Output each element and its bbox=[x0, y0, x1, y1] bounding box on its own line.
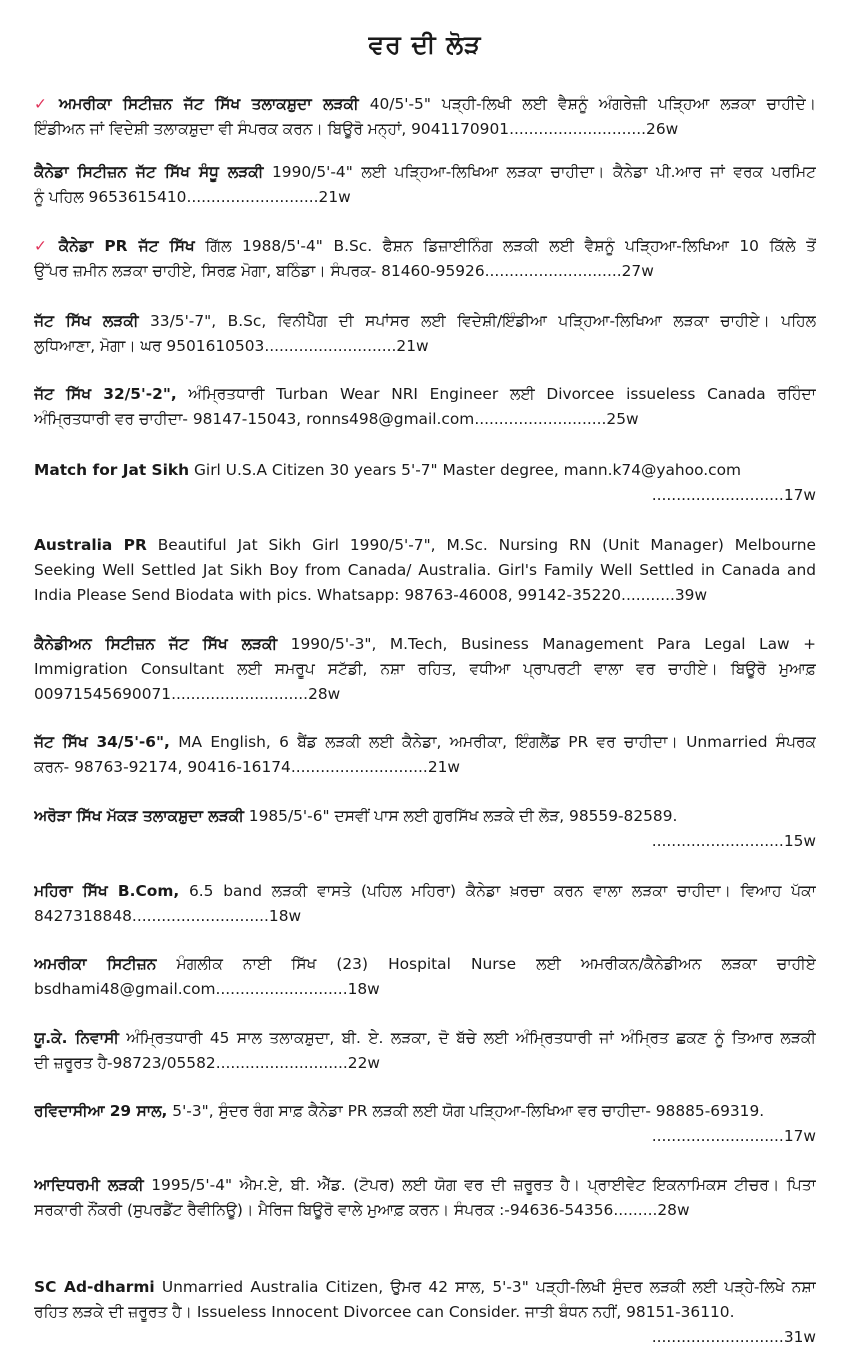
ad-code: ...........................31w bbox=[651, 1328, 816, 1346]
ad-heading: Match for Jat Sikh bbox=[34, 461, 190, 479]
list-item: ਯੂ.ਕੇ. ਨਿਵਾਸੀ ਅੰਮ੍ਰਿਤਧਾਰੀ 45 ਸਾਲ ਤਲਾਕਸ਼ੁਦਾ, ਬੀ. ਏ. ਲੜਕਾ, ਦੋ ਬੱਚੇ ਲਈ ਅੰਮ੍ਰਿਤਧਾਰੀ ਜਾਂ ਅੰਮ੍ਰਿਤ ਛਕਣ ਨੂੰ ਤਿਆਰ ਲੜਕੀ ਦੀ ਜ਼ਰੂਰਤ ਹੈ-98723/05582...........................22w bbox=[34, 1029, 816, 1072]
ad-heading: Australia PR bbox=[34, 536, 147, 554]
ad-heading: ਅਰੋੜਾ ਸਿੱਖ ਮੱਕੜ ਤਲਾਕਸ਼ੁਦਾ ਲੜਕੀ bbox=[34, 807, 244, 825]
list-item: ਮਹਿਰਾ ਸਿੱਖ B.Com, 6.5 band ਲੜਕੀ ਵਾਸਤੇ (ਪਹਿਲ ਮਹਿਰਾ) ਕੈਨੇਡਾ ਖ਼ਰਚਾ ਕਰਨ ਵਾਲਾ ਲੜਕਾ ਚਾਹੀਦਾ। ਵਿਆਹ ਪੱਕਾ 8427318848............................18w bbox=[34, 882, 816, 925]
ad-code: ...........................18w bbox=[136, 907, 302, 925]
ad-heading: ਆਦਿਧਰਮੀ ਲੜਕੀ bbox=[34, 1176, 144, 1194]
ad-code: ........28w bbox=[618, 1201, 690, 1219]
ad-heading: ਜੱਟ ਸਿੱਖ 32/5'-2", bbox=[34, 385, 177, 403]
list-item: ਜੱਟ ਸਿੱਖ ਲੜਕੀ 33/5'-7", B.Sc, ਵਿਨੀਪੈੱਗ ਦੀ ਸਪਾਂਸਰ ਲਈ ਵਿਦੇਸ਼ੀ/ਇੰਡੀਆ ਪੜ੍ਹਿਆ-ਲਿਖਿਆ ਲੜਕਾ ਚਾਹੀਏ। ਪਹਿਲ ਲੁਧਿਆਣਾ, ਮੋਗਾ। ਘਰ 9501610503...........................21w bbox=[34, 312, 816, 355]
list-item: ਆਦਿਧਰਮੀ ਲੜਕੀ 1995/5'-4" ਐਮ.ਏ, ਬੀ. ਐੱਡ. (ਟੋਪਰ) ਲਈ ਯੋਗ ਵਰ ਦੀ ਜ਼ਰੂਰਤ ਹੈ। ਪ੍ਰਾਈਵੇਟ ਇਕਨਾਮਿਕਸ ਟੀਚਰ। ਪਿਤਾ ਸਰਕਾਰੀ ਨੌਂਕਰੀ (ਸੁਪਰਡੈਂਟ ਰੈਵੀਨਿਊ)। ਮੈਰਿਜ ਬਿਊਰੋ ਵਾਲੇ ਮੁਆਫ਼ ਕਰਨ। ਸੰਪਰਕ :-94636-54356.........28w bbox=[34, 1176, 816, 1219]
ad-heading: SC Ad-dharmi bbox=[34, 1278, 155, 1296]
ad-heading: ਮਹਿਰਾ ਸਿੱਖ B.Com, bbox=[34, 882, 180, 900]
list-item: ਕੈਨੇਡੀਅਨ ਸਿਟੀਜ਼ਨ ਜੱਟ ਸਿੱਖ ਲੜਕੀ 1990/5'-3", M.Tech, Business Management Para Legal Law + Immigration Consultant ਲਈ ਸਮਰੂਪ ਸਟੱਡੀ, ਨਸ਼ਾ ਰਹਿਤ, ਵਧੀਆ ਪ੍ਰਾਪਰਟੀ ਵਾਲਾ ਵਰ ਚਾਹੀਏ। ਬਿਊਰੋ ਮੁਆਫ਼ 00971545690071............................28w bbox=[34, 635, 816, 703]
ad-heading: ਅਮਰੀਕਾ ਸਿਟੀਜ਼ਨ bbox=[34, 955, 157, 973]
ad-heading: ਅਮਰੀਕਾ ਸਿਟੀਜ਼ਨ ਜੱਟ ਸਿੱਖ ਤਲਾਕਸ਼ੁਦਾ ਲੜਕੀ bbox=[59, 95, 359, 113]
ad-code: ...........................21w bbox=[295, 758, 460, 776]
ad-code: ...........................25w bbox=[474, 410, 639, 428]
ad-code: ...........................21w bbox=[264, 337, 429, 355]
ad-code: ...........................27w bbox=[489, 262, 654, 280]
list-item: ਅਮਰੀਕਾ ਸਿਟੀਜ਼ਨ ਮੰਗਲੀਕ ਨਾਈ ਸਿੱਖ (23) Hospital Nurse ਲਈ ਅਮਰੀਕਨ/ਕੈਨੇਡੀਅਨ ਲੜਕਾ ਚਾਹੀਏ bsdhami48@gmail.com...........................18w bbox=[34, 955, 816, 998]
ad-heading: ਕੈਨੇਡਾ PR ਜੱਟ ਸਿੱਖ bbox=[58, 237, 195, 255]
ad-heading: ਯੂ.ਕੇ. ਨਿਵਾਸੀ bbox=[34, 1029, 119, 1047]
ad-code: ...........................17w bbox=[651, 486, 816, 504]
ad-heading: ਕੈਨੇਡਾ ਸਿਟੀਜ਼ਨ ਜੱਟ ਸਿੱਖ ਸੰਧੂ ਲੜਕੀ bbox=[34, 163, 264, 181]
ad-code: ...........................21w bbox=[186, 188, 351, 206]
ad-code: ...........................17w bbox=[651, 1127, 816, 1145]
list-item: ਰਵਿਦਾਸੀਆ 29 ਸਾਲ, 5'-3", ਸੁੰਦਰ ਰੰਗ ਸਾਫ਼ ਕੈਨੇਡਾ PR ਲੜਕੀ ਲਈ ਯੋਗ ਪੜ੍ਹਿਆ-ਲਿਖਿਆ ਵਰ ਚਾਹੀਦਾ- 98885-69319. ...........................17w bbox=[34, 1102, 816, 1145]
ad-code: ..........39w bbox=[625, 586, 708, 604]
ad-heading: ਜੱਟ ਸਿੱਖ 34/5'-6", bbox=[34, 733, 170, 751]
page-title: ਵਰ ਦੀ ਲੋੜ bbox=[368, 30, 482, 59]
check-icon: ✓ bbox=[34, 95, 54, 113]
list-item: ✓ ਕੈਨੇਡਾ PR ਜੱਟ ਸਿੱਖ ਗਿੱਲ 1988/5'-4" B.Sc. ਫੈਸ਼ਨ ਡਿਜ਼ਾਈਨਿੰਗ ਲੜਕੀ ਲਈ ਵੈਸ਼ਨੂੰ ਪੜ੍ਹਿਆ-ਲਿਖਿਆ 10 ਕਿੱਲੇ ਤੋਂ ਉੱਪਰ ਜ਼ਮੀਨ ਲੜਕਾ ਚਾਹੀਏ, ਸਿਰਫ਼ ਮੋਗਾ, ਬਠਿੰਡਾ। ਸੰਪਰਕ- 81460-95926............................27w bbox=[34, 237, 816, 280]
list-item: ✓ ਅਮਰੀਕਾ ਸਿਟੀਜ਼ਨ ਜੱਟ ਸਿੱਖ ਤਲਾਕਸ਼ੁਦਾ ਲੜਕੀ 40/5'-5" ਪੜ੍ਹੀ-ਲਿਖੀ ਲਈ ਵੈਸ਼ਨੂੰ ਅੰਗਰੇਜ਼ੀ ਪੜ੍ਹਿਆ ਲੜਕਾ ਚਾਹੀਦੇ। ਇੰਡੀਅਨ ਜਾਂ ਵਿਦੇਸ਼ੀ ਤਲਾਕਸ਼ੁਦਾ ਵੀ ਸੰਪਰਕ ਕਰਨ। ਬਿਊਰੋ ਮਨ੍ਹਾਂ, 9041170901............................26w bbox=[34, 95, 816, 138]
list-item: Match for Jat Sikh Girl U.S.A Citizen 30 years 5'-7" Master degree, mann.k74@yahoo.com ...........................17w bbox=[34, 461, 816, 504]
ad-heading: ਕੈਨੇਡੀਅਨ ਸਿਟੀਜ਼ਨ ਜੱਟ ਸਿੱਖ ਲੜਕੀ bbox=[34, 635, 278, 653]
ad-code: ...........................28w bbox=[175, 685, 341, 703]
ad-code: ...........................18w bbox=[215, 980, 380, 998]
list-item: Australia PR Beautiful Jat Sikh Girl 1990/5'-7", M.Sc. Nursing RN (Unit Manager) Melbourne Seeking Well Settled Jat Sikh Boy from Canada/ Australia. Girl's Family Well Settled in Canada and India Please Send Biodata with pics. Whatsapp: 98763-46008, 99142-35220...........39w bbox=[34, 536, 816, 604]
ad-heading: ਰਵਿਦਾਸੀਆ 29 ਸਾਲ, bbox=[34, 1102, 168, 1120]
list-item: SC Ad-dharmi Unmarried Australia Citizen, ਉਮਰ 42 ਸਾਲ, 5'-3" ਪੜ੍ਹੀ-ਲਿਖੀ ਸੁੰਦਰ ਲੜਕੀ ਲਈ ਪੜ੍ਹੇ-ਲਿਖੇ ਨਸ਼ਾ ਰਹਿਤ ਲੜਕੇ ਦੀ ਜ਼ਰੂਰਤ ਹੈ। Issueless Innocent Divorcee can Consider. ਜਾਤੀ ਬੰਧਨ ਨਹੀਂ, 98151-36110. ...........................31w bbox=[34, 1278, 816, 1346]
ad-code: ...........................22w bbox=[215, 1054, 380, 1072]
list-item: ਕੈਨੇਡਾ ਸਿਟੀਜ਼ਨ ਜੱਟ ਸਿੱਖ ਸੰਧੂ ਲੜਕੀ 1990/5'-4" ਲਈ ਪੜ੍ਹਿਆ-ਲਿਖਿਆ ਲੜਕਾ ਚਾਹੀਦਾ। ਕੈਨੇਡਾ ਪੀ.ਆਰ ਜਾਂ ਵਰਕ ਪਰਮਿਟ ਨੂੰ ਪਹਿਲ 9653615410...........................21w bbox=[34, 163, 816, 206]
list-item: ਜੱਟ ਸਿੱਖ 34/5'-6", MA English, 6 ਬੈਂਡ ਲੜਕੀ ਲਈ ਕੈਨੇਡਾ, ਅਮਰੀਕਾ, ਇੰਗਲੈਂਡ PR ਵਰ ਚਾਹੀਦਾ। Unmarried ਸੰਪਰਕ ਕਰਨ- 98763-92174, 90416-16174............................21w bbox=[34, 733, 816, 776]
check-icon: ✓ bbox=[34, 237, 53, 255]
ad-code: ...........................15w bbox=[651, 832, 816, 850]
list-item: ਅਰੋੜਾ ਸਿੱਖ ਮੱਕੜ ਤਲਾਕਸ਼ੁਦਾ ਲੜਕੀ 1985/5'-6" ਦਸਵੀਂ ਪਾਸ ਲਈ ਗੁਰਸਿੱਖ ਲੜਕੇ ਦੀ ਲੋੜ, 98559-82589. ...........................15w bbox=[34, 807, 816, 850]
list-item: ਜੱਟ ਸਿੱਖ 32/5'-2", ਅੰਮ੍ਰਿਤਧਾਰੀ Turban Wear NRI Engineer ਲਈ Divorcee issueless Canada ਰਹਿੰਦਾ ਅੰਮ੍ਰਿਤਧਾਰੀ ਵਰ ਚਾਹੀਦਾ- 98147-15043, ronns498@gmail.com...........................25w bbox=[34, 385, 816, 428]
ad-heading: ਜੱਟ ਸਿੱਖ ਲੜਕੀ bbox=[34, 312, 139, 330]
ad-code: ...........................26w bbox=[513, 120, 679, 138]
